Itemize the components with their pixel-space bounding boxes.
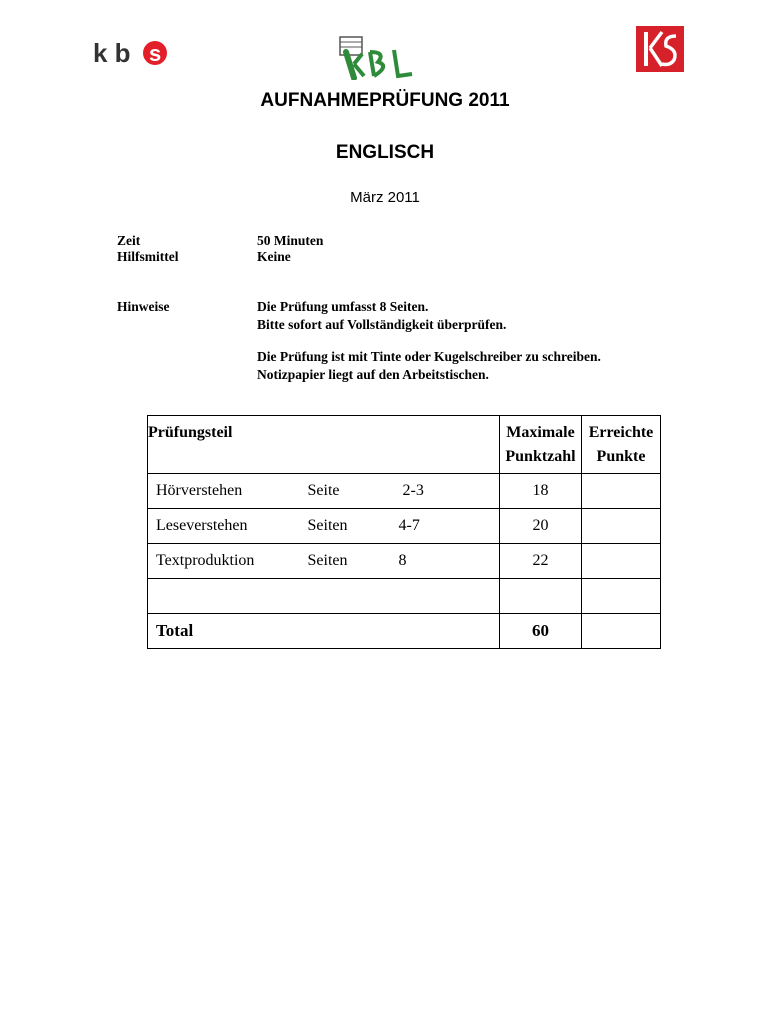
- row-achieved-points[interactable]: [582, 474, 661, 509]
- hilfsmittel-label: Hilfsmittel: [117, 249, 179, 264]
- hinweise-line: Die Prüfung umfasst 8 Seiten.: [257, 299, 429, 314]
- hinweise-label: Hinweise: [117, 299, 170, 314]
- row-pages: 8: [393, 544, 500, 579]
- exam-date: März 2011: [350, 189, 420, 206]
- header-achieved-line1: Erreichte: [588, 423, 654, 441]
- row-achieved-points[interactable]: [582, 544, 661, 579]
- row-pages-label: Seite: [298, 474, 393, 509]
- subject-title: ENGLISCH: [335, 142, 435, 163]
- row-max-points: 18: [500, 474, 582, 509]
- svg-text:k b: k b: [93, 38, 131, 68]
- exam-title: AUFNAHMEPRÜFUNG 2011: [260, 90, 510, 111]
- ks-logo: [636, 26, 684, 72]
- table-row: [148, 509, 661, 544]
- table-header-row: [148, 416, 661, 474]
- row-achieved-points[interactable]: [582, 509, 661, 544]
- zeit-label: Zeit: [117, 233, 141, 248]
- header-achieved-line2: Punkte: [596, 447, 646, 465]
- hinweise-line: Notizpapier liegt auf den Arbeitstischen.: [257, 367, 489, 382]
- zeit-value: 50 Minuten: [257, 233, 324, 248]
- row-pages: 4-7: [393, 509, 500, 544]
- exam-parts-table: [147, 415, 661, 649]
- row-achieved-points[interactable]: [582, 579, 661, 614]
- svg-text:s: s: [149, 41, 162, 66]
- header-max-points: [500, 416, 582, 474]
- row-max-points: 20: [500, 509, 582, 544]
- total-achieved-points[interactable]: [582, 614, 661, 649]
- row-part: Hörverstehen: [148, 474, 298, 509]
- total-row: [148, 614, 661, 649]
- kbs-logo: [93, 34, 173, 68]
- table-row: [148, 544, 661, 579]
- header-max-line2: Punktzahl: [505, 447, 576, 465]
- row-pages-label: Seiten: [298, 509, 393, 544]
- table-row: [148, 579, 661, 614]
- row-part: Leseverstehen: [148, 509, 298, 544]
- row-part-empty: [148, 579, 500, 614]
- table-row: [148, 474, 661, 509]
- kbl-logo: [336, 34, 416, 80]
- row-max-points: 22: [500, 544, 582, 579]
- total-label: Total: [148, 614, 500, 649]
- row-part: Textproduktion: [148, 544, 298, 579]
- total-max-points: 60: [500, 614, 582, 649]
- row-pages: 2-3: [393, 474, 500, 509]
- hinweise-line: Die Prüfung ist mit Tinte oder Kugelschreiber zu schreiben.: [257, 349, 601, 364]
- hilfsmittel-value: Keine: [257, 249, 291, 264]
- row-pages-label: Seiten: [298, 544, 393, 579]
- row-max-points: [500, 579, 582, 614]
- header-max-line1: Maximale: [506, 423, 575, 441]
- header-achieved-points: [582, 416, 661, 474]
- header-part: Prüfungsteil: [148, 416, 500, 474]
- hinweise-line: Bitte sofort auf Vollständigkeit überprüfen.: [257, 317, 507, 332]
